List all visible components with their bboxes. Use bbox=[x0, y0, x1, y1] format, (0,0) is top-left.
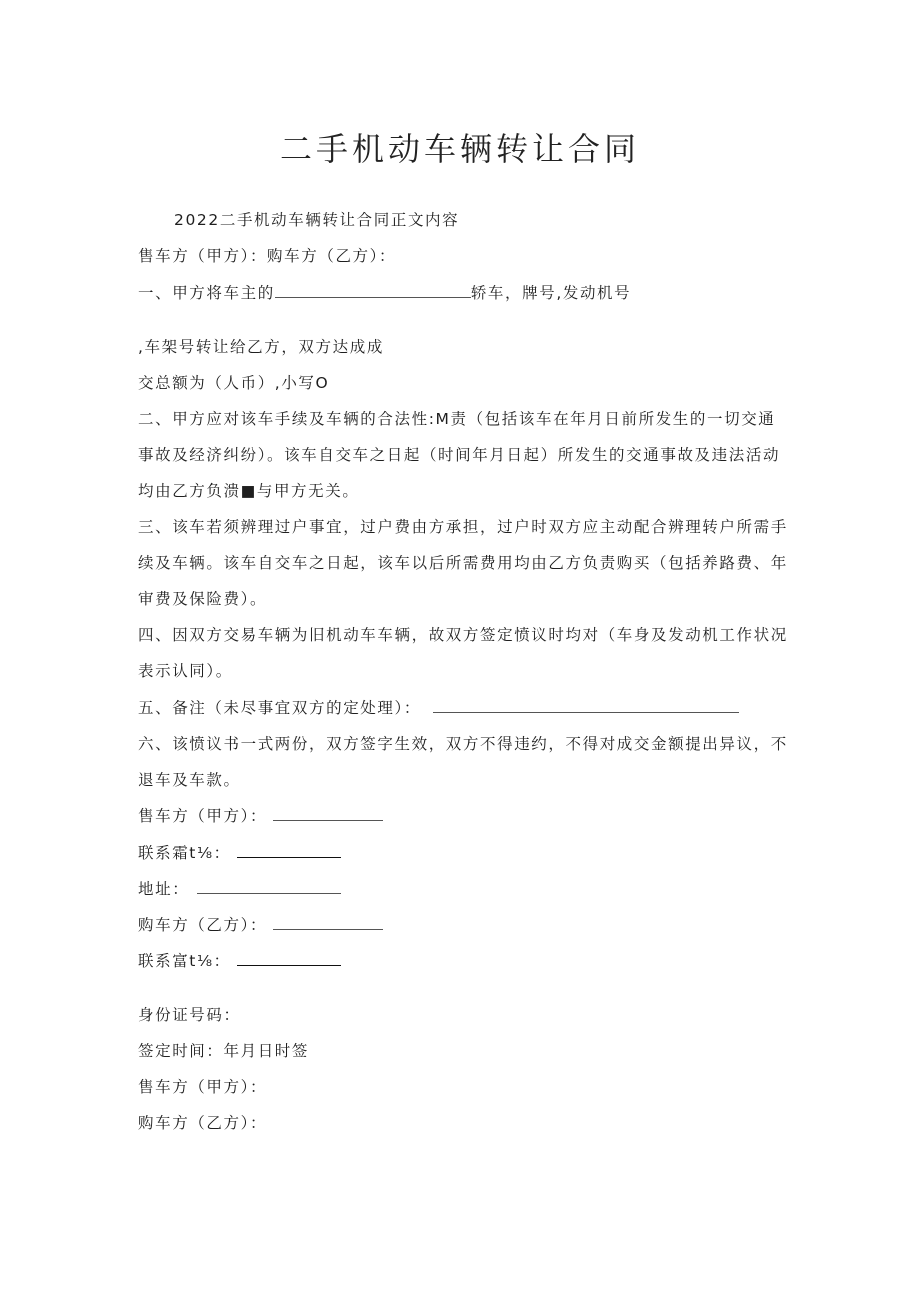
address-blank-field[interactable] bbox=[197, 879, 341, 894]
clause-2-line-3: 均由乙方负溃■与甲方无关。 bbox=[138, 482, 360, 500]
seller-line bbox=[138, 806, 383, 826]
buyer-contact-line bbox=[138, 951, 341, 971]
sign-time-label: 签定时间：年月日时签 bbox=[138, 1042, 310, 1060]
buyer-label: 购车方（乙方）： bbox=[138, 916, 268, 934]
parties-header: 售车方（甲方）：购车方（乙方）： bbox=[138, 247, 397, 265]
seller-contact-blank-field[interactable] bbox=[237, 843, 341, 858]
document-subtitle: 2022二手机动车辆转让合同正文内容 bbox=[174, 211, 460, 229]
buyer-sign-label: 购车方（乙方）： bbox=[138, 1114, 268, 1132]
seller-label: 售车方（甲方）： bbox=[138, 807, 268, 825]
buyer-contact-label: 联系富t⅛： bbox=[138, 952, 231, 970]
clause-1-line-1 bbox=[138, 283, 631, 303]
clause-4-line-2: 表示认同）。 bbox=[138, 662, 233, 680]
document-title: 二手机动车辆转让合同 bbox=[279, 130, 640, 168]
clause-2-line-2: 事故及经济纠纷）。该车自交车之日起（时间年月日起）所发生的交通事故及违法活动 bbox=[138, 446, 781, 464]
owner-blank-field[interactable] bbox=[275, 283, 471, 298]
clause-1-text-a: 一、甲方将车主的 bbox=[138, 284, 275, 302]
clause-6-line-2: 退车及车款。 bbox=[138, 771, 241, 789]
clause-3-line-3: 审费及保险费）。 bbox=[138, 590, 268, 608]
clause-3-line-2: 续及车辆。该车自交车之日起，该车以后所需费用均由乙方负责购买（包括养路费、年 bbox=[138, 554, 788, 572]
clause-1-line-2: ,车架号转让给乙方，双方达成成 bbox=[138, 338, 384, 356]
id-number-label: 身份证号码： bbox=[138, 1006, 241, 1024]
clause-2-line-1: 二、甲方应对该车手续及车辆的合法性:M责（包括该车在年月日前所发生的一切交通 bbox=[138, 410, 776, 428]
buyer-line bbox=[138, 915, 383, 935]
seller-contact-label: 联系霜t⅛： bbox=[138, 844, 231, 862]
seller-contact-line bbox=[138, 843, 341, 863]
clause-4-line-1: 四、因双方交易车辆为旧机动车车辆，故双方签定愤议时均对（车身及发动机工作状况 bbox=[138, 626, 788, 644]
clause-5-line bbox=[138, 698, 739, 718]
address-line bbox=[138, 879, 341, 899]
clause-3-line-1: 三、该车若须辨理过户事宜，过户费由方承担，过户时双方应主动配合辨理转户所需手 bbox=[138, 518, 788, 536]
seller-blank-field[interactable] bbox=[273, 806, 383, 821]
seller-sign-label: 售车方（甲方）： bbox=[138, 1078, 268, 1096]
remarks-blank-field[interactable] bbox=[433, 698, 739, 713]
buyer-blank-field[interactable] bbox=[273, 915, 383, 930]
clause-5-text: 五、备注（未尽事宜双方的定处理）： bbox=[138, 699, 421, 717]
clause-6-line-1: 六、该愤议书一式两份，双方签字生效，双方不得违约，不得对成交金额提出异议，不 bbox=[138, 735, 788, 753]
buyer-contact-blank-field[interactable] bbox=[237, 951, 341, 966]
clause-1-text-b: 轿车，牌号,发动机号 bbox=[470, 284, 632, 302]
clause-1-line-3: 交总额为（人币）,小写O bbox=[138, 374, 330, 392]
address-label: 地址： bbox=[138, 880, 190, 898]
